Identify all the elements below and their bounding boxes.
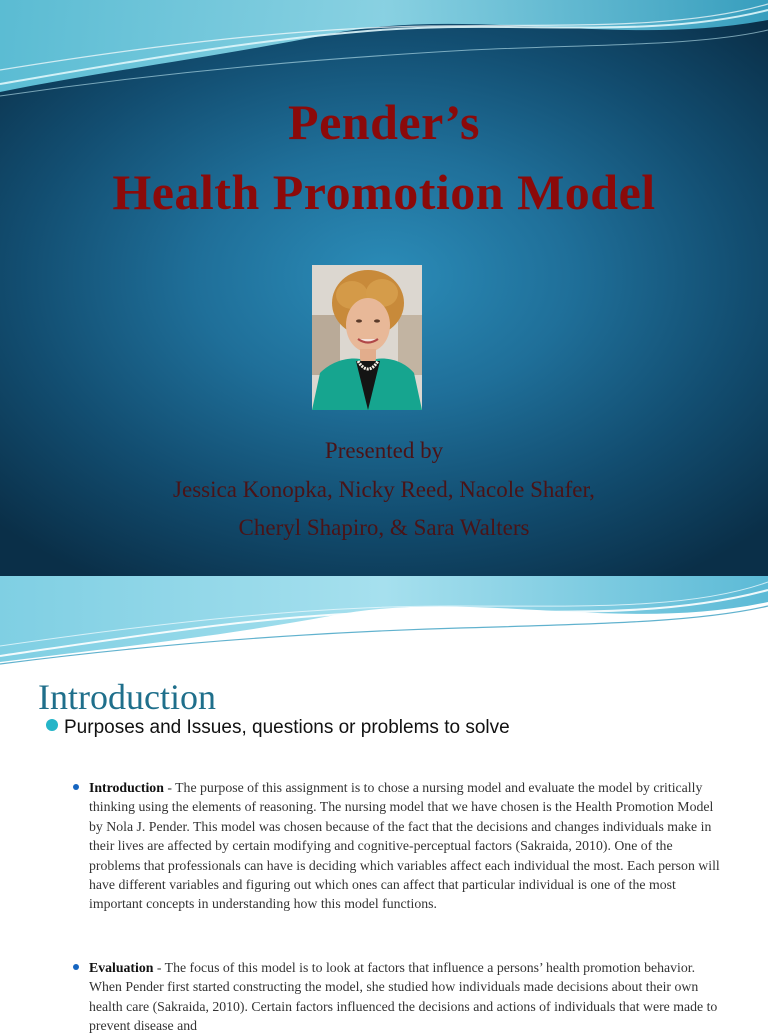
slide-title-line2: Health Promotion Model <box>112 164 656 220</box>
bullet-item <box>46 717 510 739</box>
presenters-line2: Cheryl Shapiro, & Sara Walters <box>238 515 530 540</box>
bullet-icon <box>73 784 79 790</box>
introduction-slide <box>0 576 768 1034</box>
paragraph-text: - The purpose of this assignment is to chose a nursing model and evaluate the model by critically thinking using the elements of reasoning. The nursing model that we have chosen is the Health Promotion Model by Nola J. Pender. This model was chosen because of the fact that the decisions and changes individuals make in their lives are affected by certain modifying and cognitive-perceptual factors (Sakraida, 2010). One of the problems that professionals can have is deciding which variables affect each individual the most. Each person will have different variables and figuring out which ones can affect that particular individual is one of the most important concepts in understanding how this model functions. <box>89 780 720 912</box>
presenters-line1: Jessica Konopka, Nicky Reed, Nacole Shafer, <box>173 477 595 502</box>
wave-decoration-top <box>0 576 768 676</box>
subpoint-text: Purposes and Issues, questions or problems to solve <box>64 717 510 738</box>
paragraph-label: Evaluation <box>89 960 154 975</box>
bullet-icon <box>73 964 79 970</box>
portrait-photo <box>312 265 422 410</box>
paragraph-introduction <box>72 778 722 914</box>
presented-by-label: Presented by <box>324 438 444 463</box>
paragraph-text: - The focus of this model is to look at factors that influence a persons’ health promotion behavior. When Pender first started constructing the model, she studied how individuals made decisions about their own health care (Sakraida, 2010). Certain factors influenced the decisions and actions of individuals that were made to prevent disease and <box>89 960 718 1034</box>
bullet-icon <box>46 719 58 731</box>
paragraph-label: Introduction <box>89 780 164 795</box>
slide-title-line1: Pender’s <box>288 94 480 150</box>
paragraph-evaluation <box>72 958 722 1036</box>
slide-heading: Introduction <box>38 677 216 717</box>
